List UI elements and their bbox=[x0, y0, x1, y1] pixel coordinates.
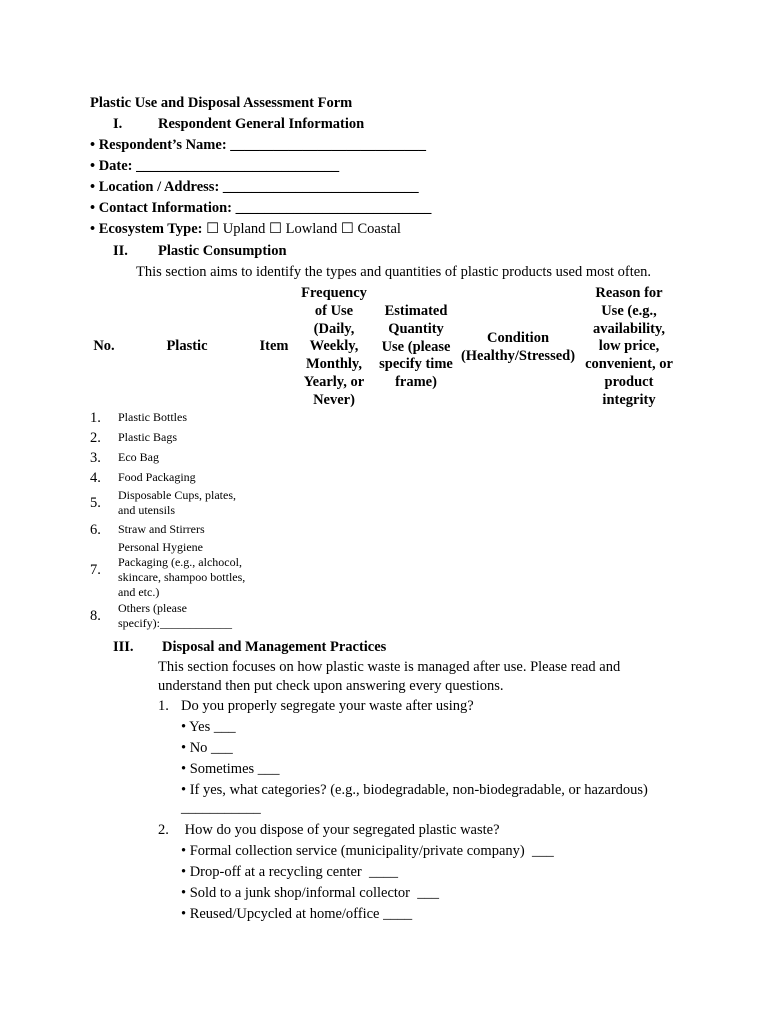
header-frequency-line: Monthly, bbox=[306, 356, 362, 373]
header-condition-line: Condition bbox=[486, 330, 550, 346]
section1-title: Respondent General Information bbox=[158, 116, 365, 132]
row-plastic-label bbox=[118, 488, 258, 518]
q1-number: 1. bbox=[158, 698, 169, 714]
header-item: Item bbox=[259, 338, 289, 354]
row-plastic-label-line: Others (please bbox=[118, 601, 187, 615]
row-number: 1. bbox=[90, 409, 101, 426]
q2-option-formal-collection[interactable]: • Formal collection service (municipality/private company) ___ bbox=[181, 843, 554, 859]
header-reason-line: low price, bbox=[598, 338, 660, 355]
ecosystem-type-options[interactable]: ☐ Upland ☐ Lowland ☐ Coastal bbox=[206, 221, 401, 237]
header-quantity-line: Use (please bbox=[381, 338, 451, 355]
header-quantity-line: specify time bbox=[379, 356, 453, 373]
row-plastic-label bbox=[118, 410, 258, 425]
header-reason-line: convenient, or bbox=[585, 356, 673, 373]
q1-option-no[interactable]: • No ___ bbox=[181, 740, 233, 756]
row-plastic-label-line: skincare, shampoo bottles, bbox=[118, 570, 246, 584]
header-reason bbox=[580, 285, 678, 410]
header-plastic: Plastic bbox=[166, 338, 208, 354]
ecosystem-type-line bbox=[90, 220, 401, 238]
header-frequency-line: Yearly, or bbox=[303, 373, 365, 390]
date-field[interactable]: • Date: ____________________________ bbox=[90, 158, 340, 174]
row-number: 3. bbox=[90, 449, 101, 466]
header-quantity-line: frame) bbox=[395, 374, 437, 391]
row-plastic-label-line: Eco Bag bbox=[118, 450, 159, 464]
row-plastic-label-line: and etc.) bbox=[118, 585, 160, 599]
contact-field[interactable]: • Contact Information: ___________________________ bbox=[90, 200, 432, 216]
q1-text: Do you properly segregate your waste after using? bbox=[181, 698, 474, 714]
location-field[interactable]: • Location / Address: ___________________________ bbox=[90, 179, 419, 195]
header-quantity-line: Estimated bbox=[384, 303, 448, 319]
row-plastic-label bbox=[118, 601, 258, 631]
header-frequency-line: of Use bbox=[314, 302, 354, 319]
row-plastic-label-line: and utensils bbox=[118, 503, 175, 517]
header-reason-line: integrity bbox=[602, 391, 656, 408]
section1-number: I. bbox=[113, 116, 123, 132]
row-number: 7. bbox=[90, 562, 101, 578]
section2-intro: This section aims to identify the types and quantities of plastic products used most often. bbox=[136, 264, 652, 280]
row-number: 6. bbox=[90, 521, 101, 538]
q1-option-categories[interactable]: • If yes, what categories? (e.g., biodegradable, non-biodegradable, or hazardous) bbox=[181, 782, 648, 798]
header-quantity-line: Quantity bbox=[388, 320, 444, 337]
q1-option-yes[interactable]: • Yes ___ bbox=[181, 719, 236, 735]
header-reason-line: product bbox=[604, 373, 654, 390]
row-number: 2. bbox=[90, 429, 101, 446]
row-plastic-label-line: Plastic Bags bbox=[118, 430, 177, 444]
row-number: 5. bbox=[90, 495, 101, 511]
header-condition bbox=[456, 330, 580, 366]
header-frequency-line: Frequency bbox=[301, 285, 367, 301]
row-plastic-label-line: Plastic Bottles bbox=[118, 410, 187, 424]
header-no: No. bbox=[93, 338, 115, 354]
header-quantity bbox=[374, 303, 458, 392]
row-plastic-label bbox=[118, 540, 258, 600]
header-condition-line: (Healthy/Stressed) bbox=[460, 347, 576, 364]
row-number: 4. bbox=[90, 469, 101, 486]
respondent-name-field[interactable]: • Respondent’s Name: ___________________________ bbox=[90, 137, 427, 153]
row-plastic-label bbox=[118, 470, 258, 485]
q2-option-recycling-center[interactable]: • Drop-off at a recycling center ____ bbox=[181, 864, 398, 880]
row-plastic-label-line: Disposable Cups, plates, bbox=[118, 488, 236, 502]
section3-title: Disposal and Management Practices bbox=[162, 639, 387, 655]
header-reason-line: Reason for bbox=[595, 285, 663, 301]
q2-text: How do you dispose of your segregated plastic waste? bbox=[181, 822, 500, 838]
q1-option-sometimes[interactable]: • Sometimes ___ bbox=[181, 761, 280, 777]
row-plastic-label-line: Straw and Stirrers bbox=[118, 522, 205, 536]
header-reason-line: availability, bbox=[592, 320, 666, 337]
row-plastic-label bbox=[118, 522, 258, 537]
section3-number: III. bbox=[113, 639, 134, 655]
section2-title: Plastic Consumption bbox=[158, 243, 287, 259]
header-reason-line: Use (e.g., bbox=[601, 302, 657, 319]
q2-number: 2. bbox=[158, 822, 169, 838]
row-plastic-label-line: Personal Hygiene bbox=[118, 540, 203, 554]
row-plastic-label-line: Food Packaging bbox=[118, 470, 196, 484]
q1-categories-blank[interactable]: ___________ bbox=[181, 800, 261, 816]
ecosystem-type-label: • Ecosystem Type: bbox=[90, 221, 203, 237]
q2-option-reused[interactable]: • Reused/Upcycled at home/office ____ bbox=[181, 906, 413, 922]
form-title: Plastic Use and Disposal Assessment Form bbox=[90, 95, 353, 111]
header-frequency-line: Weekly, bbox=[309, 338, 359, 355]
section3-intro-line1: This section focuses on how plastic waste is managed after use. Please read and bbox=[158, 659, 621, 675]
header-frequency-line: Never) bbox=[313, 391, 355, 408]
row-plastic-label-line: Packaging (e.g., alchocol, bbox=[118, 555, 242, 569]
header-frequency bbox=[294, 285, 374, 410]
row-plastic-label bbox=[118, 450, 258, 465]
row-number: 8. bbox=[90, 608, 101, 624]
section2-number: II. bbox=[113, 243, 128, 259]
section3-intro-line2: understand then put check upon answering every questions. bbox=[158, 678, 504, 694]
header-frequency-line: (Daily, bbox=[313, 320, 355, 337]
row-plastic-label bbox=[118, 430, 258, 445]
q2-option-junk-shop[interactable]: • Sold to a junk shop/informal collector ___ bbox=[181, 885, 439, 901]
row-plastic-label-line: specify):____________ bbox=[118, 616, 232, 630]
